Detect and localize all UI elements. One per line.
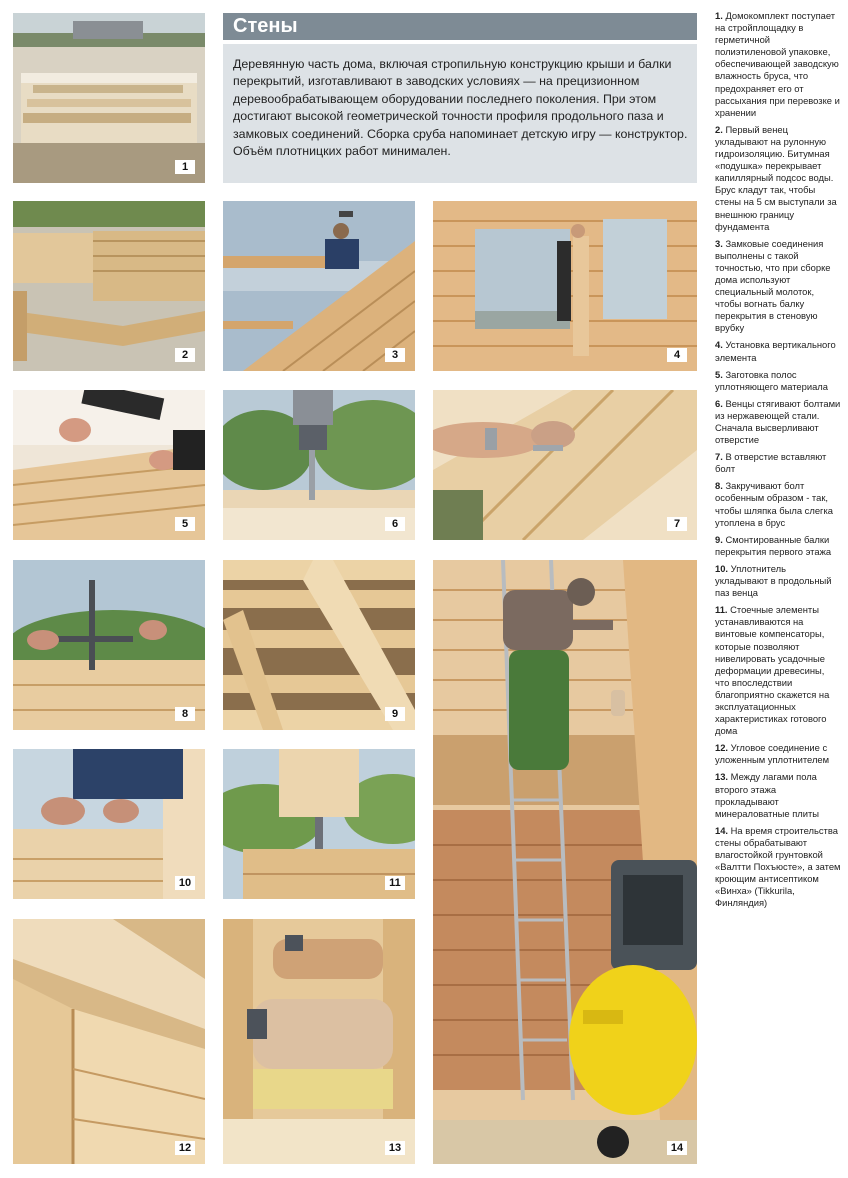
intro-text: Деревянную часть дома, включая стропильную конструкцию крыши и балки перекрытий, изготавливают в заводских условиях — на прецизионном деревообрабатывающем оборудовании последнего поколения. При этом достигают высокой геометрической точности профиля продольного паза и замковых соединений. Сборка сруба напоминает детскую игру — конструктор. Объём плотницких работ минимален. — [233, 57, 688, 159]
caption-item — [715, 563, 841, 599]
caption-text: Венцы стягивают болтами из нержавеющей стали. Сначала высверливают отверстие — [715, 397, 841, 446]
photo-6 — [223, 390, 415, 540]
section-title-bar — [223, 13, 697, 40]
caption-item — [715, 124, 841, 233]
section-title: Стены — [233, 15, 298, 37]
photo-1 — [13, 13, 205, 183]
caption-number: 2. — [715, 123, 723, 135]
photo-number: 8 — [175, 707, 195, 721]
caption-text: На время строительства стены обрабатывают влагостойкой грунтовкой «Валтти Похъюсте», а затем кроющим антисептиком «Винха» (Tikkurila, Финляндия) — [715, 824, 841, 909]
caption-item — [715, 451, 841, 475]
photo-14 — [433, 560, 697, 1164]
photo-number: 12 — [175, 1141, 195, 1155]
caption-number: 1. — [715, 10, 723, 21]
caption-item — [715, 742, 841, 766]
caption-number: 8. — [715, 480, 723, 492]
caption-text: Между лагами пола второго этажа прокладывают минераловатные плиты — [715, 771, 820, 819]
photo-number: 4 — [667, 348, 687, 362]
photo-2 — [13, 201, 205, 371]
caption-number: 12. — [715, 742, 729, 754]
caption-number: 13. — [715, 771, 729, 783]
caption-text: Замковые соединения выполнены с такой точностью, что при сборке дома используют специальный молоток, чтобы вогнать балку перекрытия в стеновую врубку — [715, 237, 831, 334]
photo-number: 9 — [385, 707, 405, 721]
caption-number: 5. — [715, 368, 723, 380]
caption-text: Домокомплект поступает на стройплощадку в герметичной полиэтиленовой упаковке, обеспечивающей заводскую влажность бруса, что предохраняет его от рассыхания при перевозке и хранении — [715, 10, 840, 118]
photo-number: 14 — [667, 1141, 687, 1155]
caption-text: Заготовка полос уплотняющего материала — [715, 368, 828, 392]
photo-12 — [13, 919, 205, 1164]
photo-10 — [13, 749, 205, 899]
caption-number: 7. — [715, 451, 723, 463]
caption-text: Угловое соединение с уложенным уплотнителем — [715, 742, 830, 766]
caption-item — [715, 480, 841, 528]
caption-text: В отверстие вставляют болт — [715, 451, 827, 475]
photo-4 — [433, 201, 697, 371]
caption-text: Первый венец укладывают на рулонную гидроизоляцию. Битумная «подушка» перекрывает капиллярный подсос воды. Брус кладут так, чтобы стены на 5 см выступали за внешнюю границу фундамента — [715, 123, 837, 232]
caption-item — [715, 825, 841, 910]
caption-text: Уплотнитель укладывают в продольный паз венца — [715, 562, 832, 599]
photo-number: 10 — [175, 876, 195, 890]
caption-number: 6. — [715, 397, 723, 409]
caption-text: Смонтированные балки перекрытия первого этажа — [715, 533, 832, 557]
caption-item — [715, 534, 841, 558]
caption-text: Установка вертикального элемента — [715, 339, 836, 363]
caption-text: Закручивают болт особенным образом - так, чтобы шляпка была слегка утоплена в брус — [715, 480, 833, 528]
photo-8 — [13, 560, 205, 730]
caption-number: 11. — [715, 604, 728, 616]
photo-number: 13 — [385, 1141, 405, 1155]
caption-item — [715, 238, 841, 335]
caption-item — [715, 10, 841, 119]
photo-number: 3 — [385, 348, 405, 362]
caption-text: Стоечные элементы устанавливаются на винтовые компенсаторы, которые позволяют нивелировать усадочные деформации древесины, что впоследствии благоприятно скажется на эксплуатационных характеристиках готового дома — [715, 604, 830, 737]
photo-number: 5 — [175, 517, 195, 531]
caption-item — [715, 398, 841, 446]
photo-number: 1 — [175, 160, 195, 174]
photo-5 — [13, 390, 205, 540]
captions-column — [715, 10, 841, 914]
caption-number: 10. — [715, 562, 729, 574]
photo-3 — [223, 201, 415, 371]
photo-number: 7 — [667, 517, 687, 531]
photo-number: 11 — [385, 876, 405, 890]
photo-11 — [223, 749, 415, 899]
caption-number: 4. — [715, 339, 723, 351]
caption-number: 9. — [715, 533, 723, 545]
caption-item — [715, 604, 841, 737]
caption-number: 14. — [715, 824, 729, 836]
photo-number: 6 — [385, 517, 405, 531]
caption-item — [715, 339, 841, 363]
photo-13 — [223, 919, 415, 1164]
photo-9 — [223, 560, 415, 730]
caption-item — [715, 771, 841, 819]
intro-box — [223, 44, 697, 183]
caption-item — [715, 369, 841, 393]
photo-7 — [433, 390, 697, 540]
photo-number: 2 — [175, 348, 195, 362]
caption-number: 3. — [715, 237, 723, 249]
